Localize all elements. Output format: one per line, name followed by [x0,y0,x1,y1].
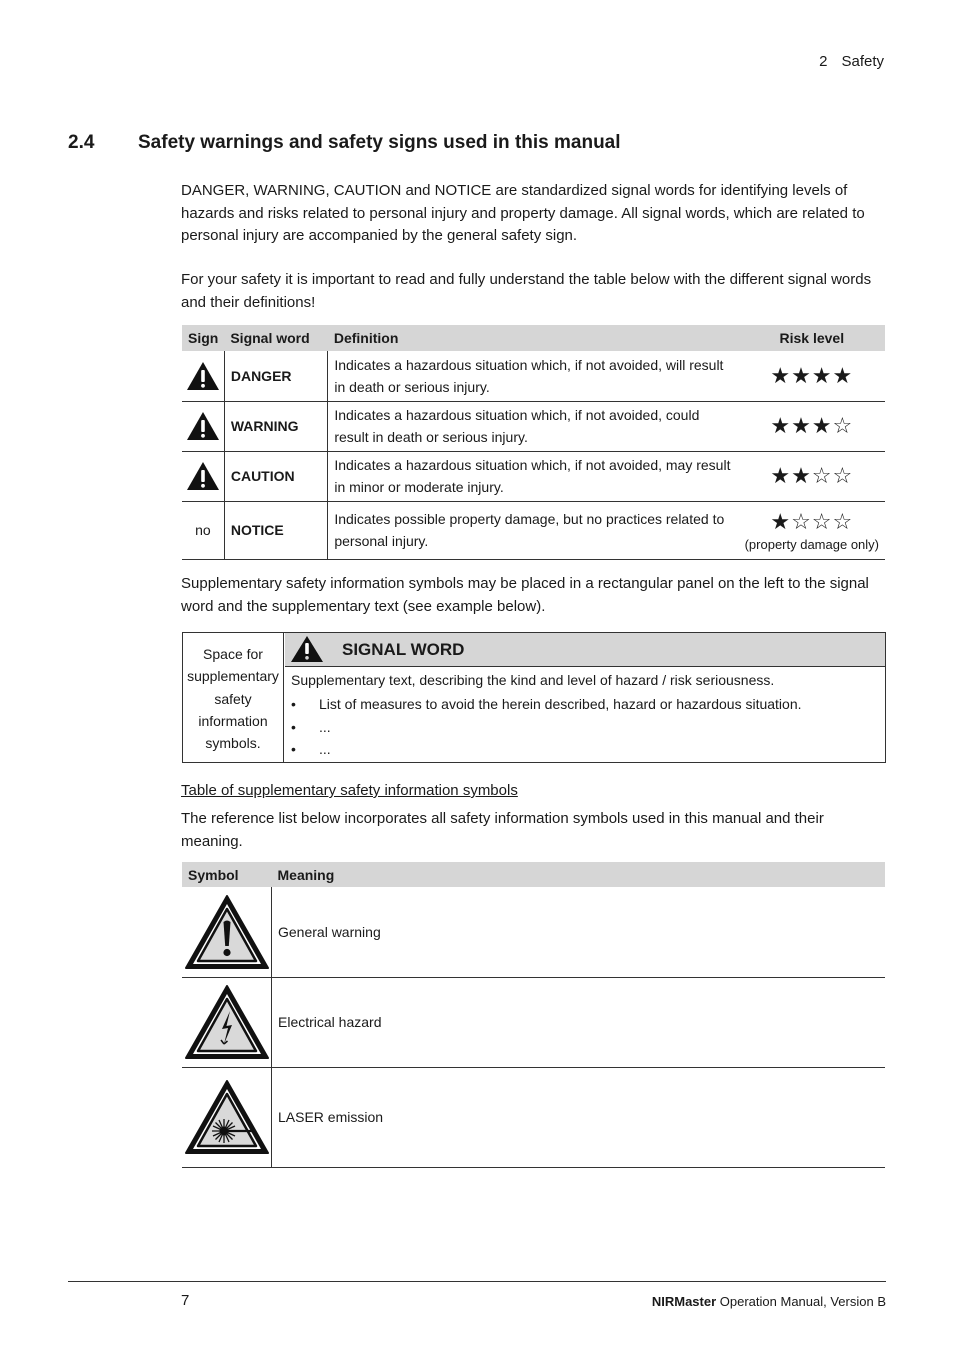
supplementary-text: Supplementary text, describing the kind and level of hazard / risk seriousness. [291,672,775,688]
symbol-cell [182,887,272,977]
supplementary-symbol-space: Space for supplementary safety information symbols. [183,633,284,762]
signal-word: DANGER [224,351,328,401]
chapter-number: 2 [819,53,828,70]
sign-cell [182,401,224,451]
footer-doc-title [652,1294,886,1309]
symbols-table-link[interactable]: Table of supplementary safety information symbols [181,782,518,799]
signal-table-header-row [182,325,885,351]
definition: Indicates possible property damage, but no practices related to personal injury. [328,501,739,559]
table-row [182,887,885,977]
panel-body [291,670,879,761]
doc-title: Operation Manual, Version B [719,1294,886,1309]
header-risk-level: Risk level [739,325,885,351]
bullet-icon: • [291,696,296,712]
footer-rule [68,1281,886,1282]
list-item-text: ... [319,741,331,757]
risk-stars: ★★☆☆ [739,451,885,501]
header-meaning: Meaning [272,862,886,887]
bullet-icon: • [291,718,296,735]
running-head [819,53,884,70]
laser-emission-icon [184,1079,270,1155]
general-warning-icon [184,894,270,970]
section-title: Safety warnings and safety signs used in this manual [138,132,621,153]
list-item-text: List of measures to avoid the herein described, hazard or hazardous situation. [319,696,802,712]
list-item-text: ... [319,718,331,735]
header-definition: Definition [328,325,739,351]
header-symbol: Symbol [182,862,272,887]
table-row-warning [182,401,885,451]
symbol-cell [182,977,272,1067]
table-row-danger [182,351,885,401]
header-sign: Sign [182,325,224,351]
bullet-icon: • [291,741,296,757]
signal-word: CAUTION [224,451,328,501]
symbol-cell [182,1067,272,1167]
symbol-meaning: LASER emission [272,1067,886,1167]
warning-triangle-icon [186,461,220,491]
section-number: 2.4 [68,132,95,153]
table-row-notice [182,501,885,559]
measure-list [291,693,879,761]
symbol-table [182,862,885,1168]
page-number: 7 [181,1292,190,1309]
supplementary-paragraph: Supplementary safety information symbols may be placed in a rectangular panel on the left to the signal word and the supplementary text (see example below). [181,575,869,615]
electrical-hazard-icon [184,984,270,1060]
definition: Indicates a hazardous situation which, if not avoided, could result in death or serious injury. [328,401,739,451]
risk-stars: ★☆☆☆ [770,508,854,534]
risk-cell [739,501,885,559]
header-signal-word: Signal word [224,325,328,351]
sign-cell [182,351,224,401]
signal-word-label: SIGNAL WORD [342,640,465,659]
symbols-intro-paragraph: The reference list below incorporates all safety information symbols used in this manual and their meaning. [181,810,824,850]
symbol-meaning: General warning [272,887,886,977]
definition: Indicates a hazardous situation which, if not avoided, may result in minor or moderate injury. [328,451,739,501]
definition: Indicates a hazardous situation which, if not avoided, will result in death or serious injury. [328,351,739,401]
signal-word: NOTICE [224,501,328,559]
symbol-table-header-row [182,862,885,887]
warning-triangle-icon [186,411,220,441]
warning-triangle-icon [290,635,324,663]
table-row [182,977,885,1067]
table-row [182,1067,885,1167]
list-item [291,693,879,716]
intro-paragraph-1: DANGER, WARNING, CAUTION and NOTICE are standardized signal words for identifying levels of hazards and risks related to personal injury and property damage. All signal words, which are related to personal injury are accompanied by the general safety sign. [181,182,865,244]
risk-stars: ★★★☆ [739,401,885,451]
signal-word-bar [285,633,885,667]
symbol-meaning: Electrical hazard [272,977,886,1067]
example-warning-panel [182,632,886,763]
list-item [291,738,879,761]
sign-cell: no [182,501,224,559]
table-row-caution [182,451,885,501]
risk-note: (property damage only) [744,536,879,552]
intro-paragraph-2: For your safety it is important to read and fully understand the table below with the different signal words and their definitions! [181,271,872,311]
signal-word: WARNING [224,401,328,451]
list-item [291,716,879,739]
warning-triangle-icon [186,361,220,391]
risk-stars: ★★★★ [739,351,885,401]
signal-word-table [182,325,885,560]
chapter-title: Safety [841,53,884,70]
sign-cell [182,451,224,501]
product-name: NIRMaster [651,1294,717,1309]
